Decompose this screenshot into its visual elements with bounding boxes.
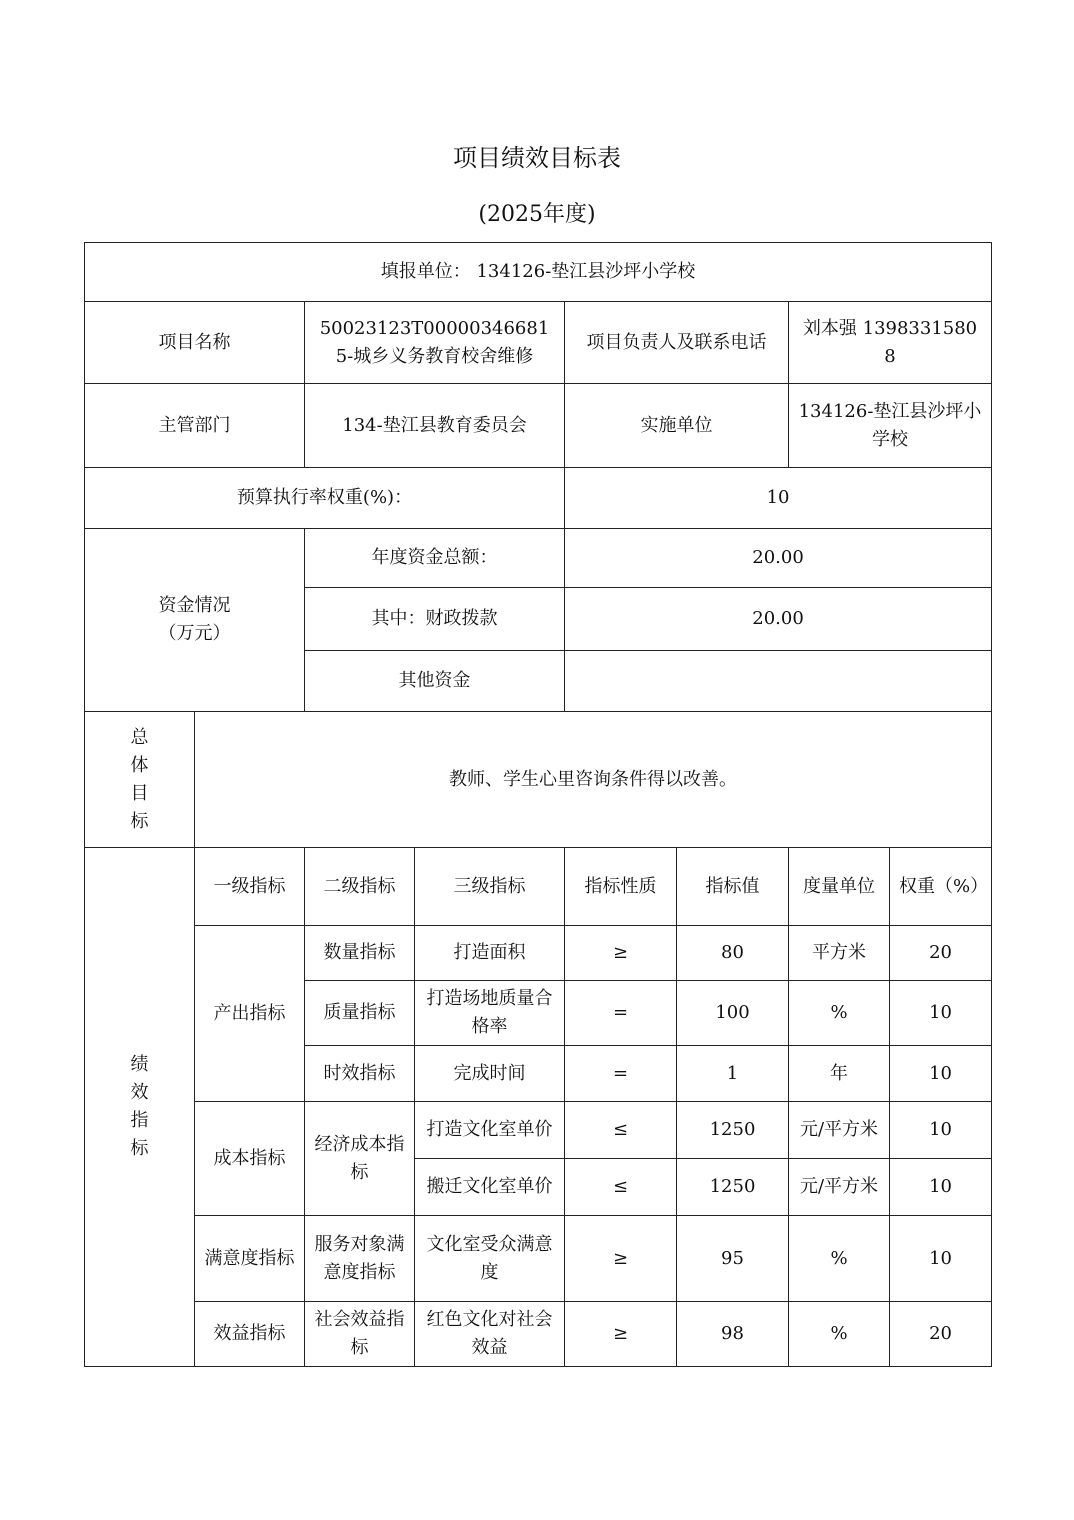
indicator-header-row bbox=[85, 848, 992, 926]
weight-cell: 10 bbox=[890, 1046, 992, 1102]
value-cell: 80 bbox=[677, 926, 789, 981]
level1-satisfaction: 满意度指标 bbox=[195, 1216, 305, 1302]
budget-weight-row bbox=[85, 468, 992, 529]
value-cell: 100 bbox=[677, 981, 789, 1046]
nature-cell: ≤ bbox=[565, 1102, 677, 1159]
dept-value: 134-垫江县教育委员会 bbox=[305, 384, 565, 468]
impl-unit-label: 实施单位 bbox=[565, 384, 789, 468]
annual-total-row bbox=[85, 529, 992, 588]
fiscal-label: 其中：财政拨款 bbox=[305, 588, 565, 651]
nature-cell: = bbox=[565, 1046, 677, 1102]
table-row bbox=[85, 1216, 992, 1302]
level3-cell: 打造面积 bbox=[415, 926, 565, 981]
overall-goal-value: 教师、学生心里咨询条件得以改善。 bbox=[195, 712, 992, 848]
reporting-unit-label: 填报单位： bbox=[380, 261, 471, 282]
weight-cell: 10 bbox=[890, 1216, 992, 1302]
weight-cell: 20 bbox=[890, 926, 992, 981]
project-name-value: 50023123T000003466815-城乡义务教育校舍维修 bbox=[305, 302, 565, 384]
header-value: 指标值 bbox=[677, 848, 789, 926]
fiscal-value: 20.00 bbox=[565, 588, 992, 651]
other-funds-value bbox=[565, 651, 992, 712]
header-unit: 度量单位 bbox=[789, 848, 890, 926]
unit-cell: % bbox=[789, 981, 890, 1046]
header-nature: 指标性质 bbox=[565, 848, 677, 926]
table-row bbox=[85, 1102, 992, 1159]
table-row bbox=[85, 926, 992, 981]
project-name-label: 项目名称 bbox=[85, 302, 305, 384]
value-cell: 98 bbox=[677, 1302, 789, 1367]
other-funds-label: 其他资金 bbox=[305, 651, 565, 712]
perf-indicators-label: 绩效指标 bbox=[85, 848, 195, 1367]
weight-cell: 20 bbox=[890, 1302, 992, 1367]
unit-cell: % bbox=[789, 1302, 890, 1367]
reporting-unit-row bbox=[85, 243, 992, 302]
value-cell: 1250 bbox=[677, 1102, 789, 1159]
level2-cell: 数量指标 bbox=[305, 926, 415, 981]
level2-cell: 服务对象满意度指标 bbox=[305, 1216, 415, 1302]
weight-cell: 10 bbox=[890, 981, 992, 1046]
impl-unit-value: 134126-垫江县沙坪小学校 bbox=[789, 384, 992, 468]
weight-cell: 10 bbox=[890, 1159, 992, 1216]
level3-cell: 搬迁文化室单价 bbox=[415, 1159, 565, 1216]
budget-weight-label: 预算执行率权重(%)： bbox=[85, 468, 565, 529]
funds-label: 资金情况（万元） bbox=[85, 529, 305, 712]
nature-cell: ≤ bbox=[565, 1159, 677, 1216]
level1-benefit: 效益指标 bbox=[195, 1302, 305, 1367]
level3-cell: 完成时间 bbox=[415, 1046, 565, 1102]
annual-total-value: 20.00 bbox=[565, 529, 992, 588]
unit-cell: 平方米 bbox=[789, 926, 890, 981]
budget-weight-value: 10 bbox=[565, 468, 992, 529]
page-subtitle: (2025年度) bbox=[478, 202, 596, 227]
level1-cost: 成本指标 bbox=[195, 1102, 305, 1216]
nature-cell: ≥ bbox=[565, 1216, 677, 1302]
level2-cell: 经济成本指标 bbox=[305, 1102, 415, 1216]
department-row bbox=[85, 384, 992, 468]
dept-label: 主管部门 bbox=[85, 384, 305, 468]
nature-cell: ≥ bbox=[565, 1302, 677, 1367]
value-cell: 1250 bbox=[677, 1159, 789, 1216]
weight-cell: 10 bbox=[890, 1102, 992, 1159]
header-level2: 二级指标 bbox=[305, 848, 415, 926]
unit-cell: % bbox=[789, 1216, 890, 1302]
header-level3: 三级指标 bbox=[415, 848, 565, 926]
reporting-unit-cell bbox=[85, 243, 992, 302]
reporting-unit-value: 134126-垫江县沙坪小学校 bbox=[476, 261, 696, 282]
table-row bbox=[85, 1302, 992, 1367]
nature-cell: ≥ bbox=[565, 926, 677, 981]
level2-cell: 质量指标 bbox=[305, 981, 415, 1046]
level3-cell: 打造场地质量合格率 bbox=[415, 981, 565, 1046]
level3-cell: 文化室受众满意度 bbox=[415, 1216, 565, 1302]
project-lead-label: 项目负责人及联系电话 bbox=[565, 302, 789, 384]
page-title: 项目绩效目标表 bbox=[453, 144, 621, 172]
level2-cell: 时效指标 bbox=[305, 1046, 415, 1102]
header-weight: 权重（%） bbox=[890, 848, 992, 926]
overall-goal-row bbox=[85, 712, 992, 848]
performance-target-table bbox=[84, 242, 992, 1367]
value-cell: 1 bbox=[677, 1046, 789, 1102]
annual-total-label: 年度资金总额： bbox=[305, 529, 565, 588]
unit-cell: 年 bbox=[789, 1046, 890, 1102]
level3-cell: 红色文化对社会效益 bbox=[415, 1302, 565, 1367]
project-name-row bbox=[85, 302, 992, 384]
level3-cell: 打造文化室单价 bbox=[415, 1102, 565, 1159]
overall-goal-label: 总体目标 bbox=[85, 712, 195, 848]
level2-cell: 社会效益指标 bbox=[305, 1302, 415, 1367]
level1-output: 产出指标 bbox=[195, 926, 305, 1102]
unit-cell: 元/平方米 bbox=[789, 1102, 890, 1159]
project-lead-value: 刘本强 13983315808 bbox=[789, 302, 992, 384]
header-level1: 一级指标 bbox=[195, 848, 305, 926]
value-cell: 95 bbox=[677, 1216, 789, 1302]
nature-cell: = bbox=[565, 981, 677, 1046]
unit-cell: 元/平方米 bbox=[789, 1159, 890, 1216]
